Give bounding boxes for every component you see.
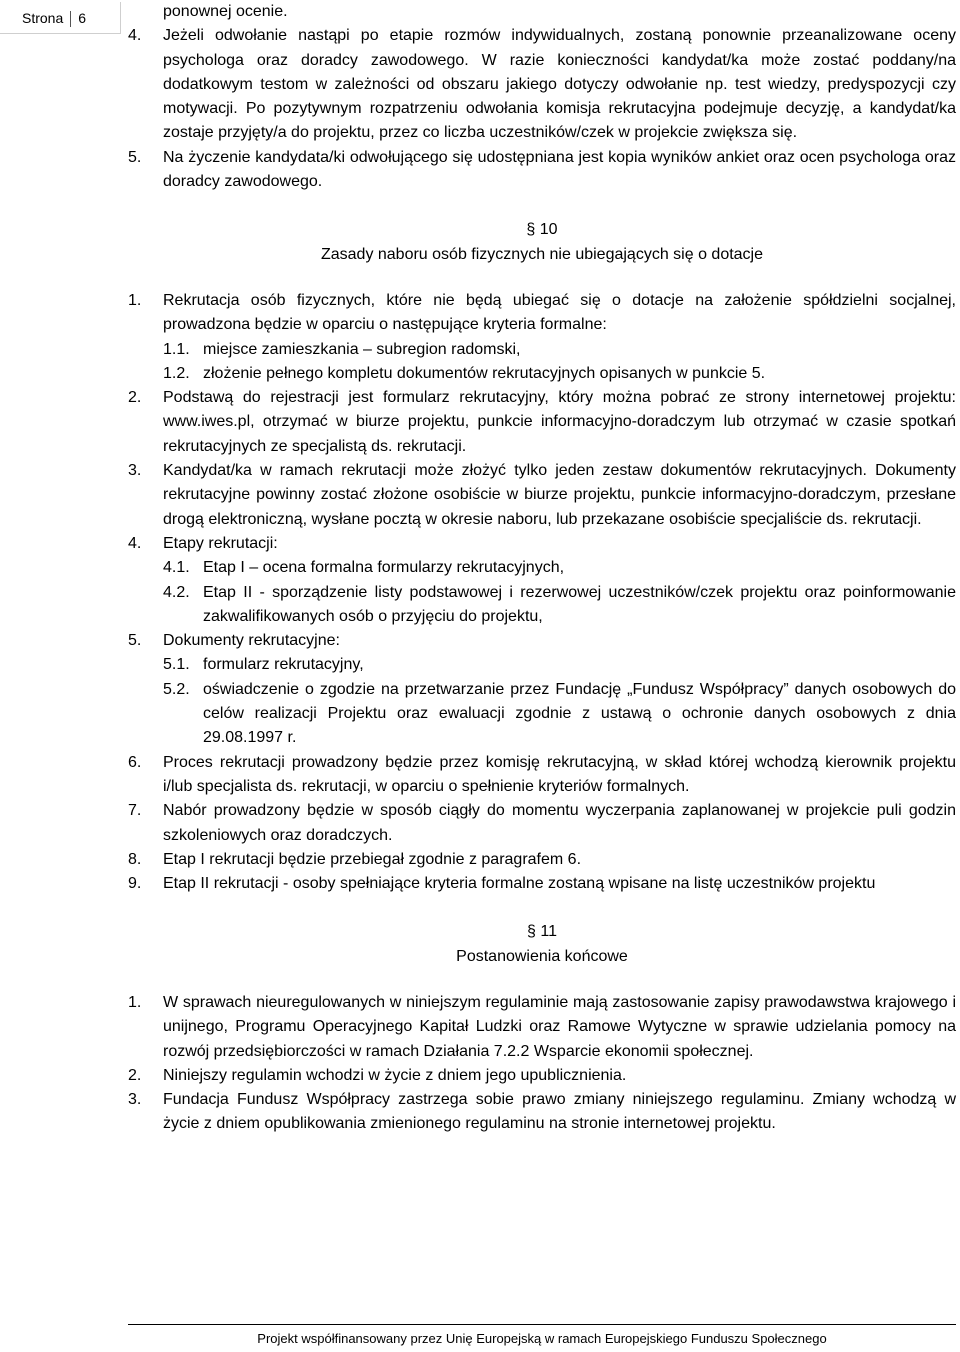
item-text: Fundacja Fundusz Współpracy zastrzega sobie prawo zmiany niniejszego regulaminu. Zmiany wchodzą w życie z dniem opublikowania zmienionego regulaminu na stronie internetowej projektu.	[163, 1091, 956, 1133]
item-number: 4.	[128, 27, 142, 45]
list-item	[128, 24, 956, 145]
sub-item	[163, 653, 956, 677]
page-label-text: Strona	[22, 10, 64, 26]
list-item	[128, 751, 956, 800]
item-text: Jeżeli odwołanie nastąpi po etapie rozmów indywidualnych, zostaną ponownie przeanalizowane oceny psychologa oraz doradcy zawodowego. W razie konieczności kandydat/ka może zostać poddany/na dodatkowym testom w zależności od obszaru jakiego dotyczy odwołanie np. test wiedzy, predyspozycji czy motywacji. Po pozytywnym rozpatrzeniu odwołania komisja rekrutacyjna podejmuje decyzję, a kandydat/ka zostaje przyjęty/a do projektu, przez co liczba uczestników/czek w projekcie zwiększa się.	[163, 27, 956, 142]
item-text: Nabór prowadzony będzie w sposób ciągły do momentu wyczerpania zaplanowanej w projekcie puli godzin szkoleniowych oraz doradczych.	[163, 802, 956, 844]
sub-item-text: Etap II - sporządzenie listy podstawowej i rezerwowej uczestników/czek projektu oraz poinformowanie zakwalifikowanych osób o przyjęciu do projektu,	[203, 583, 956, 625]
footer-text: Projekt współfinansowany przez Unię Europejską w ramach Europejskiego Funduszu Społecznego	[257, 1331, 827, 1346]
list-item	[128, 1064, 956, 1088]
sub-item-number: 1.1.	[163, 340, 190, 358]
item-text: Rekrutacja osób fizycznych, które nie będą ubiegać się o dotacje na założenie spółdzielni socjalnej, prowadzona będzie w oparciu o następujące kryteria formalne:	[163, 291, 956, 334]
item-body	[163, 532, 956, 629]
item-body	[163, 872, 956, 896]
item-number: 5.	[128, 148, 142, 166]
item-number: 5.	[128, 632, 142, 650]
list-item	[128, 532, 956, 629]
continuation-line	[128, 0, 956, 24]
sub-item-number: 5.1.	[163, 656, 190, 674]
item-number: 4.	[128, 534, 142, 552]
sub-item-text: miejsce zamieszkania – subregion radomski,	[203, 340, 521, 358]
continuation-text: ponownej ocenie.	[163, 3, 288, 20]
list-item	[128, 848, 956, 872]
item-body	[163, 1088, 956, 1137]
sub-item-text: oświadczenie o zgodzie na przetwarzanie przez Fundację „Fundusz Współpracy” danych osobowych do celów realizacji Projektu oraz ewaluacji zgodnie z ustawą o ochronie danych osobowych z dnia 29.08.1997 r.	[203, 680, 956, 747]
sub-item	[163, 338, 956, 362]
list-item	[128, 872, 956, 896]
section-11-title: Postanowienia końcowe	[456, 947, 628, 965]
item-text: Na życzenie kandydata/ki odwołującego się udostępniana jest kopia wyników ankiet oraz ocen psychologa oraz doradcy zawodowego.	[163, 148, 956, 191]
top-list	[128, 24, 956, 194]
sub-item	[163, 362, 956, 386]
item-body	[163, 991, 956, 1064]
item-body	[163, 386, 956, 459]
sub-item-text: Etap I – ocena formalna formularzy rekrutacyjnych,	[203, 559, 565, 577]
item-text: Kandydat/ka w ramach rekrutacji może złożyć tylko jeden zestaw dokumentów rekrutacyjnych. Dokumenty rekrutacyjne powinny zostać złożone osobiście w biurze projektu, punkcie informacyjno-doradczym, przesłane drogą elektroniczną, wysłane pocztą w okresie naboru, lub przekazane osobiście specjaliście ds. rekrutacji.	[163, 462, 956, 528]
item-number: 1.	[128, 993, 142, 1011]
item-text: Niniejszy regulamin wchodzi w życie z dniem jego upublicznienia.	[163, 1066, 627, 1084]
item-number: 2.	[128, 389, 142, 407]
page-number-label	[22, 10, 86, 27]
document-body	[128, 0, 956, 1137]
item-number: 1.	[128, 291, 142, 309]
item-body	[163, 459, 956, 532]
item-body	[163, 629, 956, 750]
sub-item	[163, 581, 956, 630]
section-10-title: Zasady naboru osób fizycznych nie ubiegających się o dotacje	[320, 245, 764, 263]
sub-item	[163, 556, 956, 580]
sub-item-number: 1.2.	[163, 364, 190, 382]
list-item	[128, 1088, 956, 1137]
section-10-heading: § 10	[526, 221, 558, 239]
sub-item-number: 4.1.	[163, 559, 190, 577]
footer-divider	[128, 1324, 956, 1325]
item-number: 3.	[128, 462, 142, 480]
item-body	[163, 1064, 956, 1088]
item-text: Etap I rekrutacji będzie przebiegał zgodnie z paragrafem 6.	[163, 850, 582, 868]
sub-item	[163, 678, 956, 751]
item-text: Dokumenty rekrutacyjne:	[163, 632, 340, 650]
item-number: 3.	[128, 1091, 142, 1109]
item-text: Etap II rekrutacji - osoby spełniające kryteria formalne zostaną wpisane na listę uczestników projektu	[163, 875, 876, 893]
item-number: 7.	[128, 802, 142, 820]
sub-item-number: 4.2.	[163, 583, 190, 601]
page-indicator	[0, 2, 121, 34]
sub-item-number: 5.2.	[163, 680, 190, 698]
list-item	[128, 459, 956, 532]
item-number: 9.	[128, 875, 142, 893]
item-body	[163, 848, 956, 872]
list-item	[128, 629, 956, 750]
item-body	[163, 146, 956, 195]
list-item	[128, 799, 956, 848]
section-11-list	[128, 991, 956, 1137]
item-text: Proces rekrutacji prowadzony będzie przez komisję rekrutacyjną, w skład której wchodzą kierownik projektu i/lub specjalista ds. rekrutacji, w oparciu o spełnienie kryteriów formalnych.	[163, 753, 956, 795]
list-item	[128, 289, 956, 386]
page-number: 6	[78, 10, 87, 26]
item-number: 6.	[128, 753, 142, 771]
item-number: 8.	[128, 850, 142, 868]
page-separator	[70, 11, 71, 27]
item-body	[163, 799, 956, 848]
item-body	[163, 289, 956, 386]
item-number: 2.	[128, 1066, 142, 1084]
item-text: Etapy rekrutacji:	[163, 534, 278, 552]
sub-item-text: formularz rekrutacyjny,	[203, 656, 364, 674]
list-item	[128, 386, 956, 459]
list-item	[128, 146, 956, 195]
section-10-list	[128, 289, 956, 896]
item-body	[163, 751, 956, 800]
section-11-heading: § 11	[527, 923, 557, 941]
item-text: W sprawach nieuregulowanych w niniejszym regulaminie mają zastosowanie zapisy prawodawstwa krajowego i unijnego, Programu Operacyjnego Kapitał Ludzki oraz Ramowe Wytyczne w sprawie udzielania pomocy na rozwój przedsiębiorczości w ramach Działania 7.2.2 Wsparcie ekonomii społecznej.	[163, 993, 956, 1060]
item-text: Podstawą do rejestracji jest formularz rekrutacyjny, który można pobrać ze strony internetowej projektu: www.iwes.pl, otrzymać w biurze projektu, punkcie informacyjno-doradczym lub otrzymać w czasie spotkań rekrutacyjnych ze specjalistą ds. rekrutacji.	[163, 389, 956, 455]
item-body	[163, 24, 956, 145]
sub-item-text: złożenie pełnego kompletu dokumentów rekrutacyjnych opisanych w punkcie 5.	[203, 364, 766, 382]
list-item	[128, 991, 956, 1064]
